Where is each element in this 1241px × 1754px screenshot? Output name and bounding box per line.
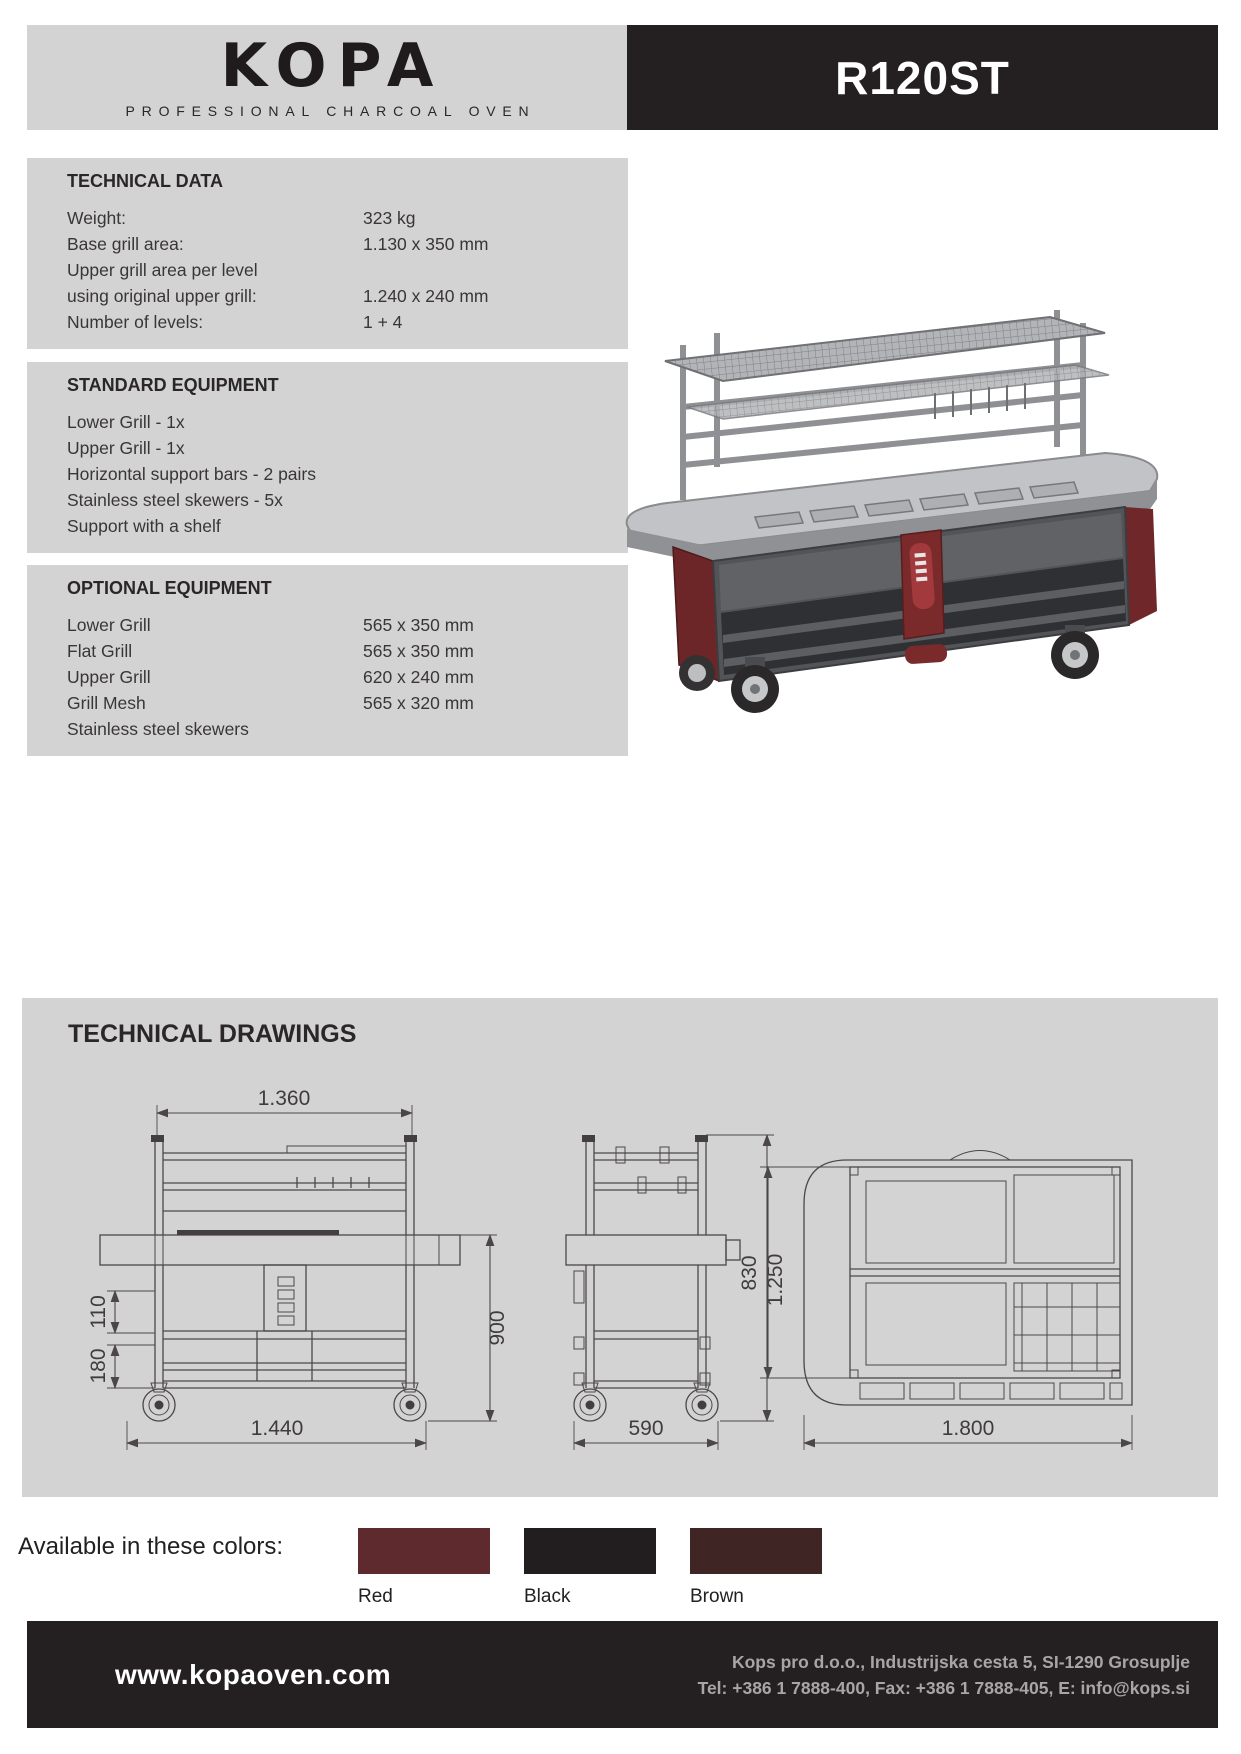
dim-side-width: 590	[628, 1417, 664, 1440]
spec-label: Upper Grill	[67, 667, 151, 687]
spec-label: using original upper grill:	[67, 286, 257, 306]
color-name-black: Black	[524, 1586, 571, 1607]
spec-row	[67, 283, 608, 309]
spec-row	[67, 690, 608, 716]
footer	[27, 1621, 1218, 1728]
color-swatch-red	[358, 1528, 490, 1574]
spec-label: Grill Mesh	[67, 693, 146, 713]
spec-row	[67, 309, 608, 335]
technical-drawings-title: TECHNICAL DRAWINGS	[68, 1020, 357, 1048]
spec-value: 620 x 240 mm	[363, 667, 474, 687]
equipment-item: Horizontal support bars - 2 pairs	[67, 464, 316, 484]
spec-value: 1 + 4	[363, 312, 403, 332]
company-contact-block	[698, 1649, 1190, 1701]
spec-value: 565 x 350 mm	[363, 641, 474, 661]
dim-side-height: 1.250	[764, 1253, 787, 1307]
technical-drawings-panel	[22, 998, 1218, 1497]
spec-value: 1.130 x 350 mm	[363, 234, 489, 254]
spec-value: 323 kg	[363, 208, 416, 228]
dim-top-width: 1.800	[941, 1417, 995, 1440]
dim-front-110: 110	[87, 1295, 110, 1329]
header	[27, 25, 1218, 130]
technical-drawing-front-view	[87, 1087, 509, 1450]
dim-top-depth: 830	[738, 1255, 761, 1291]
spec-row	[67, 231, 608, 257]
spec-row	[67, 612, 608, 638]
technical-data-title: TECHNICAL DATA	[67, 171, 223, 191]
technical-drawing-side-view	[566, 1135, 787, 1450]
dim-front-width-top: 1.360	[257, 1087, 311, 1110]
standard-equipment-panel	[27, 362, 628, 553]
spec-label: Stainless steel skewers	[67, 719, 249, 739]
spec-row	[67, 257, 608, 283]
spec-value: 1.240 x 240 mm	[363, 286, 489, 306]
product-render-grill-cart	[605, 295, 1205, 725]
model-number: R120ST	[835, 51, 1010, 104]
spec-label: Number of levels:	[67, 312, 204, 332]
logo-subtitle: PROFESSIONAL CHARCOAL OVEN	[125, 103, 536, 119]
equipment-item: Support with a shelf	[67, 516, 221, 536]
company-contact: Tel: +386 1 7888-400, Fax: +386 1 7888-405, E: info@kops.si	[697, 1677, 1190, 1698]
equipment-item: Stainless steel skewers - 5x	[67, 490, 283, 510]
spec-row	[67, 664, 608, 690]
technical-drawings-figure	[22, 1060, 1218, 1490]
model-box	[627, 25, 1218, 130]
spec-row	[67, 205, 608, 231]
spec-value: 565 x 350 mm	[363, 615, 474, 635]
optional-equipment-title: OPTIONAL EQUIPMENT	[67, 578, 272, 598]
spec-label: Flat Grill	[67, 641, 133, 661]
spec-row	[67, 716, 608, 742]
kopa-logo: KOPA	[220, 31, 445, 101]
dim-front-width-bottom: 1.440	[250, 1417, 304, 1440]
color-name-brown: Brown	[690, 1586, 744, 1607]
spec-label: Lower Grill	[67, 615, 151, 635]
optional-equipment-panel	[27, 565, 628, 756]
standard-equipment-title: STANDARD EQUIPMENT	[67, 375, 279, 395]
color-swatch-brown	[690, 1528, 822, 1574]
spec-row	[67, 638, 608, 664]
equipment-item: Upper Grill - 1x	[67, 438, 185, 458]
company-address: Kops pro d.o.o., Industrijska cesta 5, SI-1290 Grosuplje	[731, 1651, 1190, 1672]
dim-front-180: 180	[87, 1348, 110, 1384]
spec-label: Weight:	[67, 208, 127, 228]
color-name-red: Red	[358, 1586, 393, 1607]
technical-data-panel	[27, 158, 628, 349]
technical-drawing-top-view	[738, 1151, 1132, 1451]
dim-front-height: 900	[486, 1310, 509, 1346]
available-colors-label: Available in these colors:	[18, 1533, 284, 1560]
website-url: www.kopaoven.com	[115, 1658, 392, 1690]
spec-label: Upper grill area per level	[67, 260, 258, 280]
brand-box	[27, 25, 627, 130]
spec-label: Base grill area:	[67, 234, 184, 254]
color-swatch-black	[524, 1528, 656, 1574]
equipment-item: Lower Grill - 1x	[67, 412, 185, 432]
spec-value: 565 x 320 mm	[363, 693, 474, 713]
